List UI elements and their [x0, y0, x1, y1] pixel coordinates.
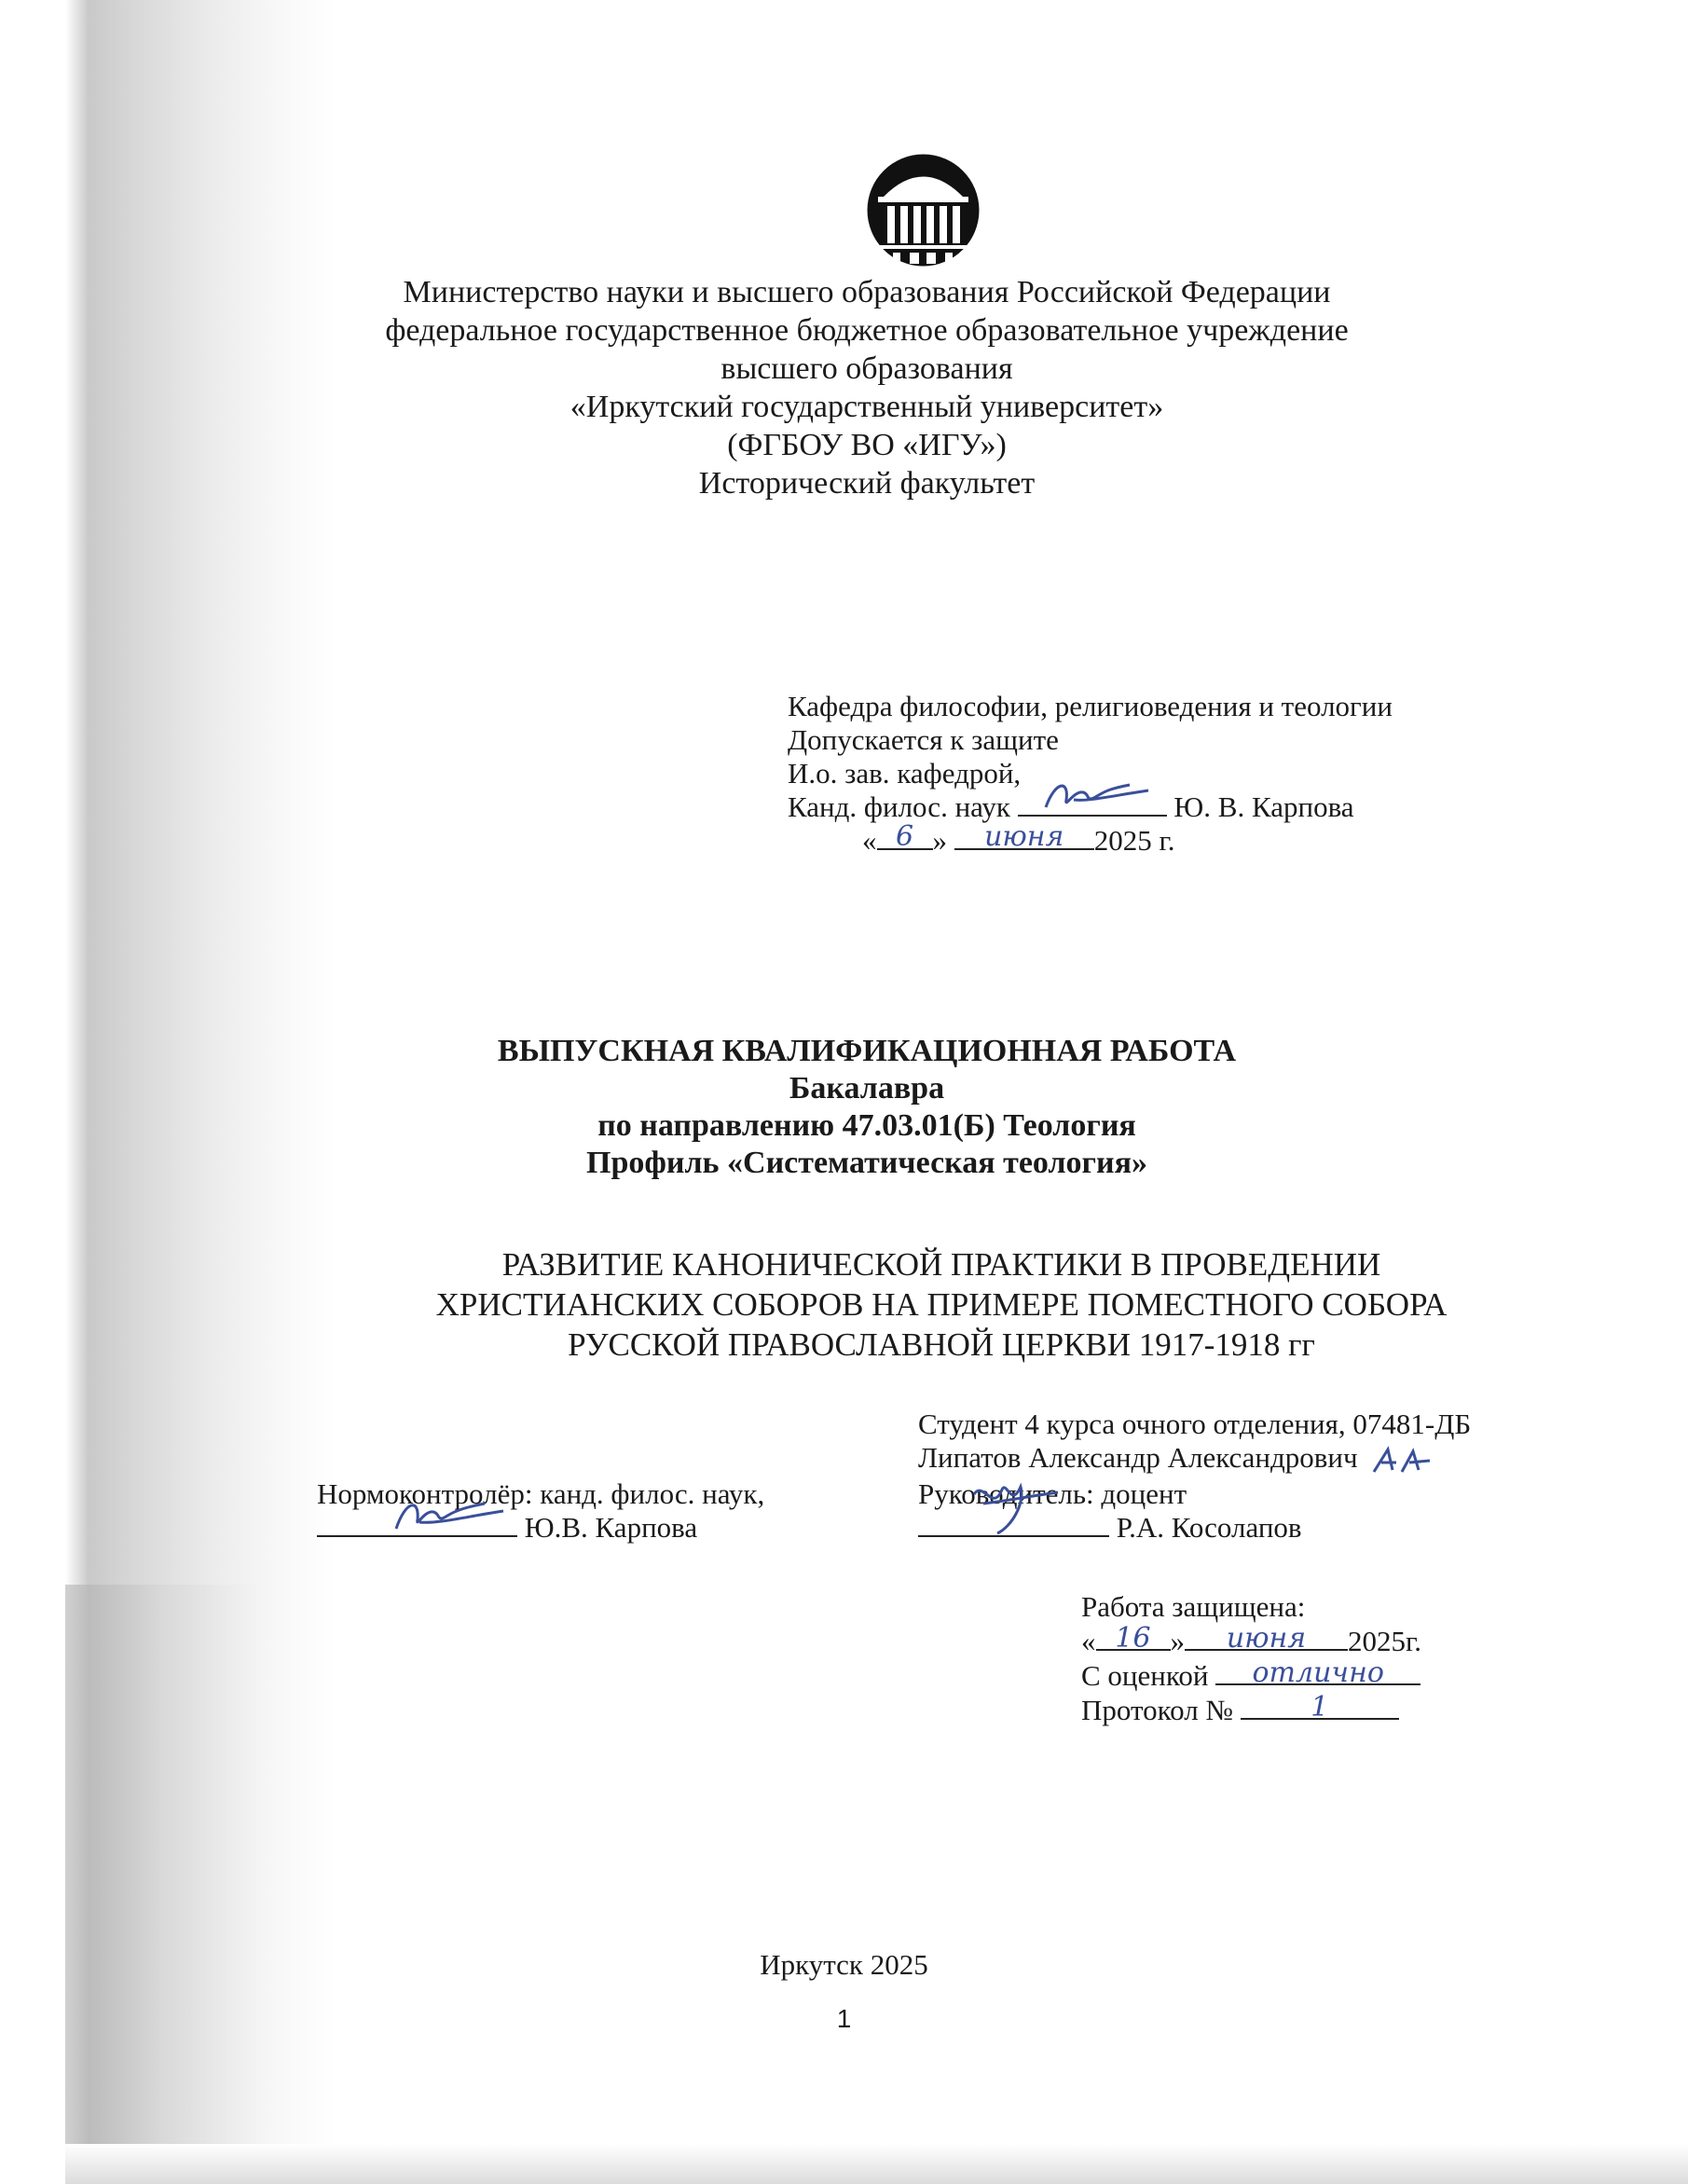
admitted-label: Допускается к защите	[788, 723, 1059, 756]
defense-quote-open: «	[1081, 1625, 1096, 1657]
student-block	[918, 1408, 1626, 1545]
normcontrol-label: Нормоконтролёр: канд. филос. наук,	[317, 1477, 765, 1510]
defense-title: Работа защищена:	[1081, 1590, 1306, 1623]
header-line: Министерство науки и высшего образования Российской Федерации	[403, 275, 1331, 309]
approval-day: 6	[895, 820, 914, 853]
grade-value: отлично	[1252, 1656, 1384, 1689]
grade-label: С оценкой	[1081, 1659, 1209, 1692]
head-signature-line	[788, 790, 1533, 824]
work-type-block	[261, 1033, 1473, 1182]
defense-day: 16	[1115, 1622, 1151, 1655]
approval-date-line	[788, 820, 1533, 858]
student-course: Студент 4 курса очного отделения, 07481-ДБ	[918, 1408, 1472, 1440]
page-bottom-shadow	[65, 2144, 1688, 2184]
defense-quote-close: »	[1170, 1625, 1185, 1657]
topic-line: РАЗВИТИЕ КАНОНИЧЕСКОЙ ПРАКТИКИ В ПРОВЕДЕНИИ	[501, 1246, 1381, 1283]
approval-block	[788, 690, 1533, 858]
protocol-blank	[1241, 1691, 1399, 1724]
defense-month: июня	[1226, 1622, 1307, 1655]
approval-year: 2025 г.	[1093, 824, 1175, 857]
city-year: Иркутск 2025	[760, 1948, 928, 1981]
supervisor-signature-blank	[918, 1513, 1109, 1537]
head-signature-blank	[1018, 792, 1167, 817]
degree-prefix: Канд. филос. наук	[788, 790, 1010, 823]
approval-month-blank	[954, 820, 1094, 853]
supervisor-signature-icon	[918, 1476, 1105, 1541]
header-line: «Иркутский государственный университет»	[570, 390, 1164, 424]
supervisor-name: Р.А. Косолапов	[1116, 1510, 1302, 1544]
header-line: (ФГБОУ ВО «ИГУ»)	[727, 428, 1007, 462]
header-line: высшего образования	[720, 351, 1013, 386]
work-type-title: ВЫПУСКНАЯ КВАЛИФИКАЦИОННАЯ РАБОТА	[497, 1034, 1237, 1068]
topic-line: РУССКОЙ ПРАВОСЛАВНОЙ ЦЕРКВИ 1917-1918 гг	[568, 1326, 1315, 1363]
protocol-value: 1	[1311, 1691, 1329, 1724]
work-profile: Профиль «Систематическая теология»	[586, 1146, 1147, 1180]
work-degree: Бакалавра	[789, 1071, 945, 1106]
defense-block	[1081, 1589, 1566, 1727]
topic-line: ХРИСТИАНСКИХ СОБОРОВ НА ПРИМЕРЕ ПОМЕСТНОГО СОБОРА	[435, 1286, 1448, 1323]
header-line: федеральное государственное бюджетное образовательное учреждение	[385, 313, 1349, 348]
university-building-logo-icon	[865, 152, 981, 268]
approval-day-blank	[877, 820, 933, 853]
defense-month-blank	[1185, 1622, 1348, 1655]
defense-date-line	[1081, 1624, 1566, 1658]
head-signature-icon	[1018, 772, 1167, 818]
head-name: Ю. В. Карпова	[1173, 790, 1354, 823]
grade-line	[1081, 1658, 1566, 1693]
protocol-label: Протокол №	[1081, 1694, 1233, 1726]
student-name: Липатов Александр Александрович	[918, 1441, 1358, 1474]
student-signature-icon	[1365, 1444, 1439, 1477]
grade-blank	[1215, 1656, 1420, 1689]
approval-month: июня	[984, 820, 1064, 853]
student-name-line	[918, 1441, 1626, 1477]
header-line: Исторический факультет	[698, 466, 1036, 501]
defense-day-blank	[1096, 1622, 1171, 1655]
date-quote-close: »	[932, 824, 947, 857]
normcontrol-name: Ю.В. Карпова	[524, 1511, 698, 1544]
thesis-topic	[336, 1244, 1547, 1365]
normcontrol-signature-icon	[317, 1487, 517, 1543]
supervisor-signature-line	[918, 1511, 1626, 1545]
normcontrol-block	[317, 1477, 839, 1545]
ministry-header	[261, 273, 1473, 502]
normcontrol-signature-line	[317, 1511, 839, 1545]
page-binding-shadow-band	[65, 1585, 261, 2181]
department-name: Кафедра философии, религиоведения и теологии	[788, 690, 1393, 722]
supervisor-label: Руководитель: доцент	[918, 1477, 1187, 1510]
defense-year: 2025г.	[1348, 1625, 1421, 1657]
acting-head-label: И.о. зав. кафедрой,	[788, 757, 1022, 790]
date-quote-open: «	[862, 824, 877, 857]
work-direction: по направлению 47.03.01(Б) Теология	[597, 1108, 1136, 1143]
normcontrol-signature-blank	[317, 1513, 517, 1537]
protocol-line	[1081, 1693, 1566, 1727]
page-number: 1	[836, 2004, 852, 2033]
